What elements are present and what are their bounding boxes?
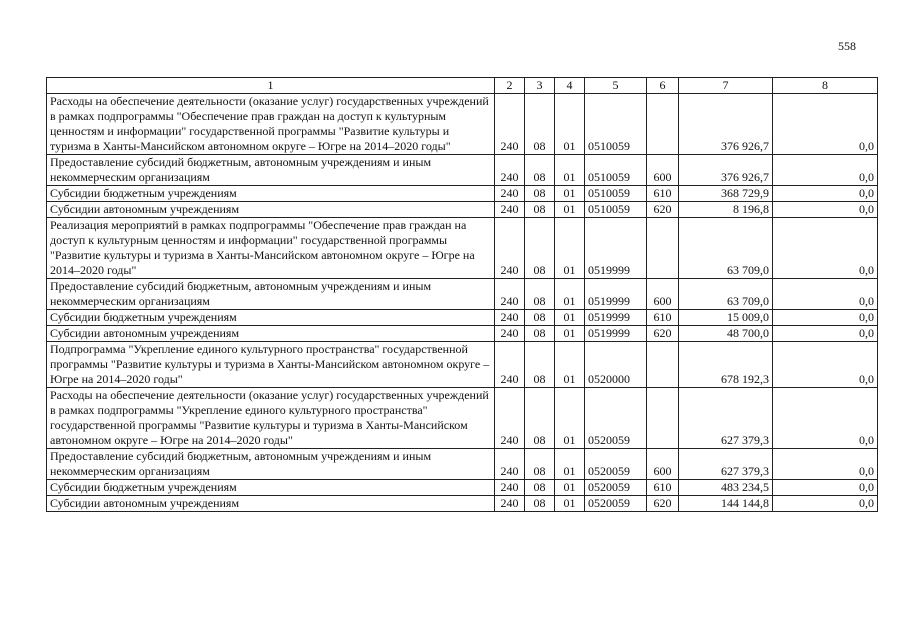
table-row [47, 480, 878, 496]
table-body [47, 94, 878, 512]
cell-code-section: 08 [525, 388, 555, 449]
cell-expense-type: 620 [647, 326, 679, 342]
cell-amount: 678 192,3 [679, 342, 773, 388]
row-description: Предоставление субсидий бюджетным, автономным учреждениям и иным некоммерческим организациям [47, 279, 495, 310]
table-row [47, 326, 878, 342]
cell-amount-extra: 0,0 [773, 279, 878, 310]
cell-amount-extra: 0,0 [773, 218, 878, 279]
cell-amount-extra: 0,0 [773, 388, 878, 449]
column-header: 1 [47, 78, 495, 94]
cell-amount: 376 926,7 [679, 94, 773, 155]
column-header: 2 [495, 78, 525, 94]
cell-code-section: 08 [525, 218, 555, 279]
table-row [47, 310, 878, 326]
cell-expense-type: 610 [647, 480, 679, 496]
cell-code-ministry: 240 [495, 94, 525, 155]
cell-code-section: 08 [525, 94, 555, 155]
cell-target-article: 0510059 [585, 94, 647, 155]
cell-amount: 8 196,8 [679, 202, 773, 218]
cell-amount-extra: 0,0 [773, 155, 878, 186]
cell-code-subsection: 01 [555, 186, 585, 202]
cell-expense-type: 620 [647, 496, 679, 512]
cell-amount-extra: 0,0 [773, 186, 878, 202]
cell-amount: 144 144,8 [679, 496, 773, 512]
cell-code-subsection: 01 [555, 449, 585, 480]
cell-code-subsection: 01 [555, 480, 585, 496]
cell-target-article: 0519999 [585, 326, 647, 342]
page-number: 558 [838, 39, 856, 53]
table-row [47, 155, 878, 186]
cell-amount: 63 709,0 [679, 279, 773, 310]
column-header: 8 [773, 78, 878, 94]
cell-amount: 627 379,3 [679, 388, 773, 449]
cell-target-article: 0520000 [585, 342, 647, 388]
cell-target-article: 0520059 [585, 449, 647, 480]
cell-code-ministry: 240 [495, 310, 525, 326]
cell-amount-extra: 0,0 [773, 449, 878, 480]
cell-code-subsection: 01 [555, 155, 585, 186]
cell-target-article: 0510059 [585, 186, 647, 202]
cell-code-subsection: 01 [555, 279, 585, 310]
cell-code-ministry: 240 [495, 496, 525, 512]
cell-code-section: 08 [525, 310, 555, 326]
cell-amount-extra: 0,0 [773, 94, 878, 155]
cell-target-article: 0519999 [585, 279, 647, 310]
cell-code-subsection: 01 [555, 202, 585, 218]
cell-code-section: 08 [525, 342, 555, 388]
cell-expense-type [647, 94, 679, 155]
cell-code-section: 08 [525, 186, 555, 202]
table-row [47, 388, 878, 449]
cell-code-section: 08 [525, 496, 555, 512]
cell-code-ministry: 240 [495, 155, 525, 186]
cell-target-article: 0520059 [585, 480, 647, 496]
budget-table [46, 77, 878, 512]
row-description: Подпрограмма "Укрепление единого культурного пространства" государственной программы "Развитие культуры и туризма в Ханты-Мансийском автономном округе – Югре на 2014–2020 годы" [47, 342, 495, 388]
cell-target-article: 0519999 [585, 218, 647, 279]
cell-target-article: 0520059 [585, 388, 647, 449]
cell-code-subsection: 01 [555, 218, 585, 279]
cell-target-article: 0520059 [585, 496, 647, 512]
cell-target-article: 0519999 [585, 310, 647, 326]
cell-code-subsection: 01 [555, 388, 585, 449]
cell-expense-type: 600 [647, 449, 679, 480]
table-row [47, 342, 878, 388]
row-description: Предоставление субсидий бюджетным, автономным учреждениям и иным некоммерческим организациям [47, 155, 495, 186]
cell-amount: 63 709,0 [679, 218, 773, 279]
cell-code-ministry: 240 [495, 186, 525, 202]
cell-code-subsection: 01 [555, 326, 585, 342]
cell-expense-type [647, 342, 679, 388]
cell-code-section: 08 [525, 155, 555, 186]
cell-amount-extra: 0,0 [773, 496, 878, 512]
row-description: Предоставление субсидий бюджетным, автономным учреждениям и иным некоммерческим организациям [47, 449, 495, 480]
cell-amount-extra: 0,0 [773, 326, 878, 342]
column-header: 4 [555, 78, 585, 94]
table-row [47, 496, 878, 512]
cell-amount: 48 700,0 [679, 326, 773, 342]
cell-amount-extra: 0,0 [773, 310, 878, 326]
cell-amount: 15 009,0 [679, 310, 773, 326]
row-description: Реализация мероприятий в рамках подпрограммы "Обеспечение прав граждан на доступ к культурным ценностям и информации" государственной программы "Развитие культуры и туризма в Ханты-Мансийском автономном округе – Югре на 2014–2020 годы" [47, 218, 495, 279]
cell-target-article: 0510059 [585, 202, 647, 218]
table-row [47, 202, 878, 218]
row-description: Субсидии автономным учреждениям [47, 202, 495, 218]
table-row [47, 218, 878, 279]
cell-amount: 627 379,3 [679, 449, 773, 480]
cell-code-ministry: 240 [495, 388, 525, 449]
cell-expense-type [647, 388, 679, 449]
cell-code-ministry: 240 [495, 480, 525, 496]
cell-expense-type: 600 [647, 279, 679, 310]
cell-expense-type: 610 [647, 186, 679, 202]
row-description: Субсидии бюджетным учреждениям [47, 310, 495, 326]
table-row [47, 279, 878, 310]
row-description: Субсидии бюджетным учреждениям [47, 186, 495, 202]
cell-expense-type: 610 [647, 310, 679, 326]
table-row [47, 449, 878, 480]
cell-code-section: 08 [525, 449, 555, 480]
cell-expense-type [647, 218, 679, 279]
cell-expense-type: 620 [647, 202, 679, 218]
row-description: Расходы на обеспечение деятельности (оказание услуг) государственных учреждений в рамках подпрограммы "Укрепление единого культурного пространства" государственной программы "Развитие культуры и туризма в Ханты-Мансийском автономном округе – Югре на 2014–2020 годы" [47, 388, 495, 449]
table-row [47, 94, 878, 155]
cell-amount-extra: 0,0 [773, 342, 878, 388]
cell-code-ministry: 240 [495, 342, 525, 388]
cell-code-section: 08 [525, 202, 555, 218]
cell-code-subsection: 01 [555, 496, 585, 512]
row-description: Расходы на обеспечение деятельности (оказание услуг) государственных учреждений в рамках подпрограммы "Обеспечение прав граждан на доступ к культурным ценностям и информации" государственной программы "Развитие культуры и туризма в Ханты-Мансийском автономном округе – Югре на 2014–2020 годы" [47, 94, 495, 155]
column-header: 6 [647, 78, 679, 94]
cell-expense-type: 600 [647, 155, 679, 186]
row-description: Субсидии автономным учреждениям [47, 496, 495, 512]
row-description: Субсидии автономным учреждениям [47, 326, 495, 342]
cell-amount-extra: 0,0 [773, 480, 878, 496]
cell-amount: 376 926,7 [679, 155, 773, 186]
column-header: 7 [679, 78, 773, 94]
cell-amount: 368 729,9 [679, 186, 773, 202]
table-header-row [47, 78, 878, 94]
cell-code-subsection: 01 [555, 342, 585, 388]
cell-code-ministry: 240 [495, 279, 525, 310]
cell-code-ministry: 240 [495, 218, 525, 279]
row-description: Субсидии бюджетным учреждениям [47, 480, 495, 496]
cell-code-ministry: 240 [495, 326, 525, 342]
cell-target-article: 0510059 [585, 155, 647, 186]
cell-code-section: 08 [525, 326, 555, 342]
cell-code-ministry: 240 [495, 202, 525, 218]
cell-amount-extra: 0,0 [773, 202, 878, 218]
cell-code-subsection: 01 [555, 94, 585, 155]
cell-amount: 483 234,5 [679, 480, 773, 496]
cell-code-subsection: 01 [555, 310, 585, 326]
column-header: 3 [525, 78, 555, 94]
cell-code-section: 08 [525, 279, 555, 310]
cell-code-ministry: 240 [495, 449, 525, 480]
cell-code-section: 08 [525, 480, 555, 496]
column-header: 5 [585, 78, 647, 94]
table-row [47, 186, 878, 202]
